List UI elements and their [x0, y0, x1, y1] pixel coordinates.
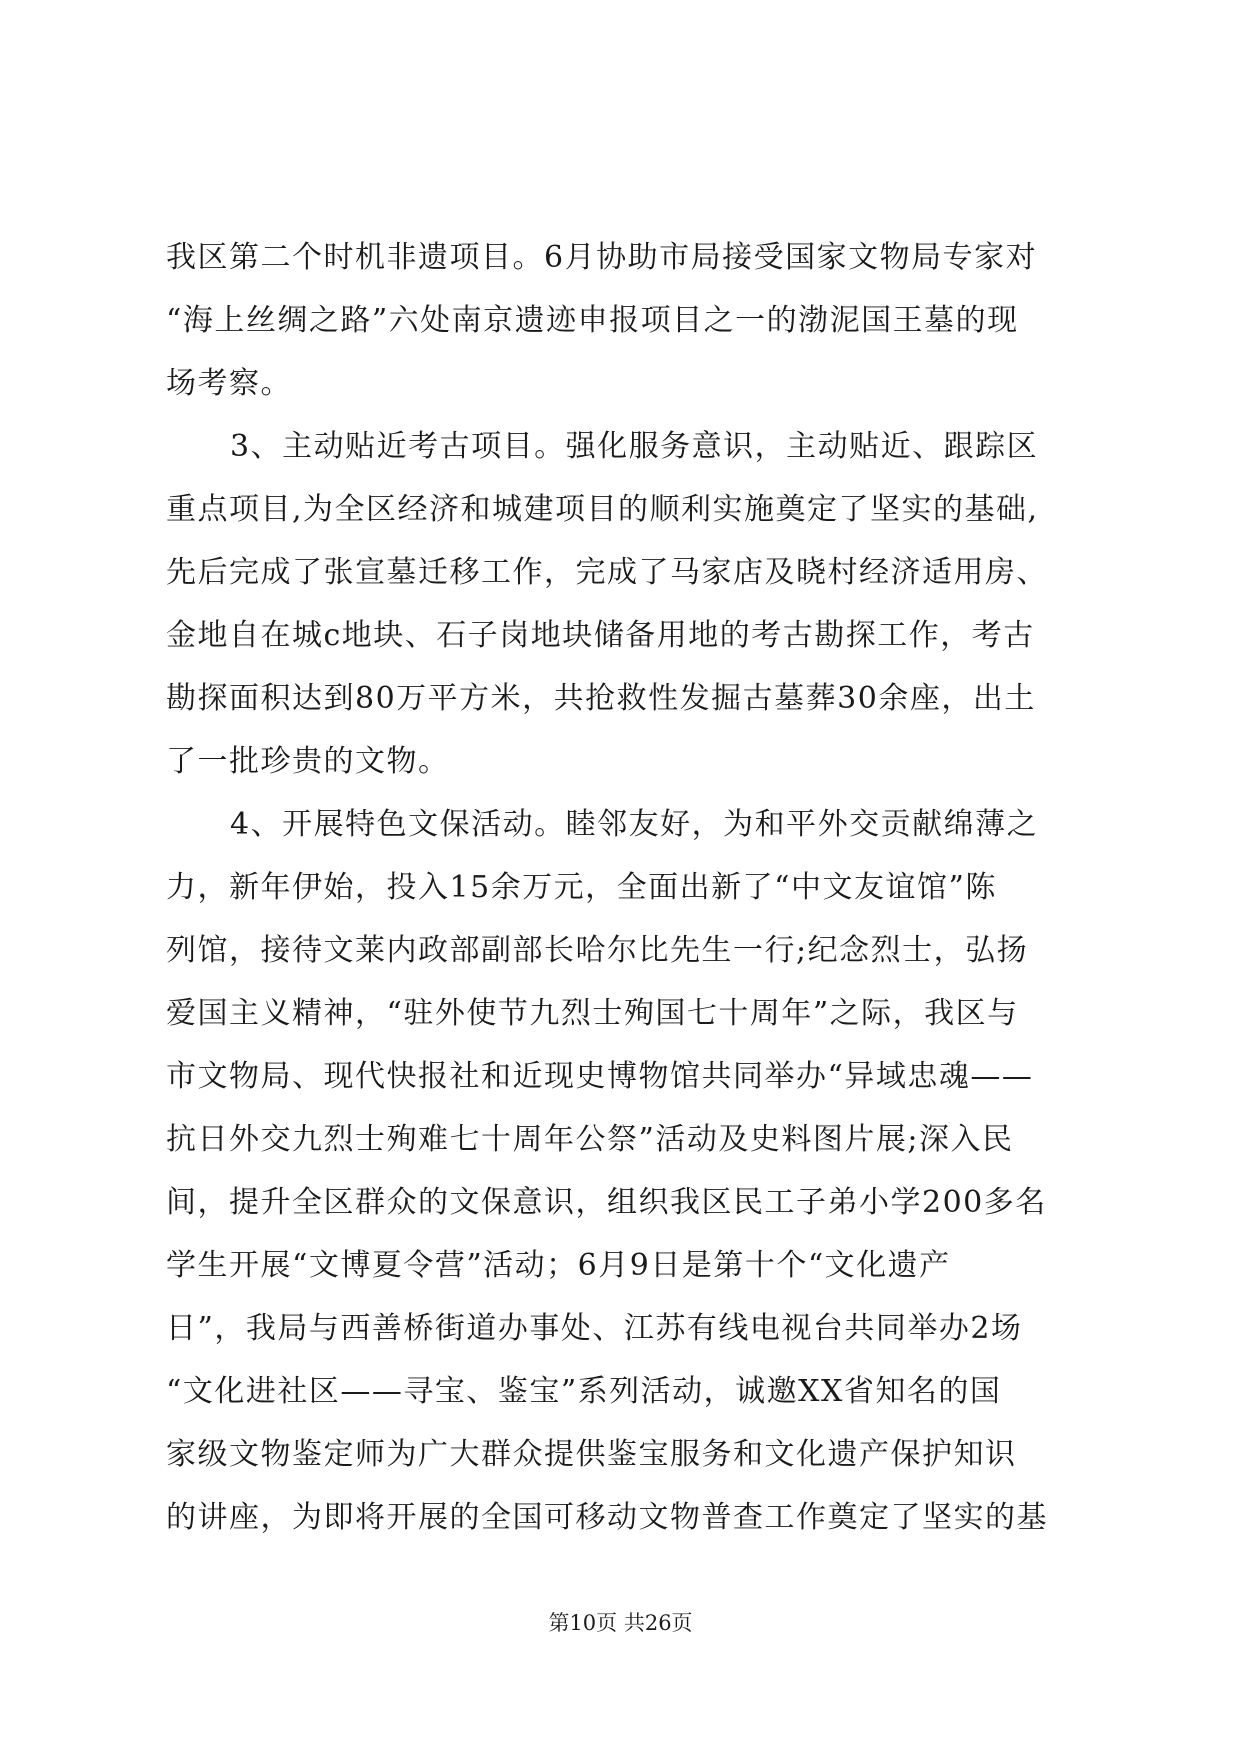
text-line: 勘探面积达到80万平方米，共抢救性发掘古墓葬30余座，出土: [166, 681, 1036, 716]
text-line: 抗日外交九烈士殉难七十周年公祭”活动及史料图片展;深入民: [166, 1122, 1014, 1157]
text-line: 列馆，接待文莱内政部副部长哈尔比先生一行;纪念烈士，弘扬: [166, 933, 1029, 968]
text-line: 我区第二个时机非遗项目。6月协助市局接受国家文物局专家对: [166, 240, 1038, 275]
document-body: [166, 226, 1086, 1549]
paragraph-start-line: 3、主动贴近考古项目。强化服务意识，主动贴近、跟踪区: [230, 429, 1039, 464]
page-number-footer: 第10页 共26页: [548, 1611, 693, 1635]
text-line: 先后完成了张宣墓迁移工作，完成了马家店及晓村经济适用房、: [166, 555, 1048, 590]
text-line: 重点项目,为全区经济和城建项目的顺利实施奠定了坚实的基础,: [166, 492, 1039, 527]
text-line: 力，新年伊始，投入15余万元，全面出新了“中文友谊馆”陈: [166, 870, 997, 905]
text-line: 的讲座，为即将开展的全国可移动文物普查工作奠定了坚实的基: [166, 1500, 1048, 1535]
text-line: 爱国主义精神，“驻外使节九烈士殉国七十周年”之际，我区与: [166, 996, 1019, 1031]
text-line: 家级文物鉴定师为广大群众提供鉴宝服务和文化遗产保护知识: [166, 1437, 1017, 1472]
text-line: “海上丝绸之路”六处南京遗迹申报项目之一的渤泥国王墓的现: [166, 303, 1019, 338]
paragraph-start-line: 4、开展特色文保活动。睦邻友好，为和平外交贡献绵薄之: [230, 807, 1039, 842]
text-line: 了一批珍贵的文物。: [166, 744, 450, 779]
text-line: 市文物局、现代快报社和近现史博物馆共同举办“异域忠魂——: [166, 1059, 1034, 1094]
text-line: 日”，我局与西善桥街道办事处、江苏有线电视台共同举办2场: [166, 1311, 1023, 1346]
text-line: “文化进社区——寻宝、鉴宝”系列活动，诚邀XX省知名的国: [166, 1374, 1002, 1409]
text-line: 间，提升全区群众的文保意识，组织我区民工子弟小学200多名: [166, 1185, 1047, 1220]
text-line: 学生开展“文博夏令营”活动；6月9日是第十个“文化遗产: [166, 1248, 951, 1283]
text-line: 金地自在城c地块、石子岗地块储备用地的考古勘探工作，考古: [166, 618, 1035, 653]
text-line: 场考察。: [166, 366, 292, 401]
